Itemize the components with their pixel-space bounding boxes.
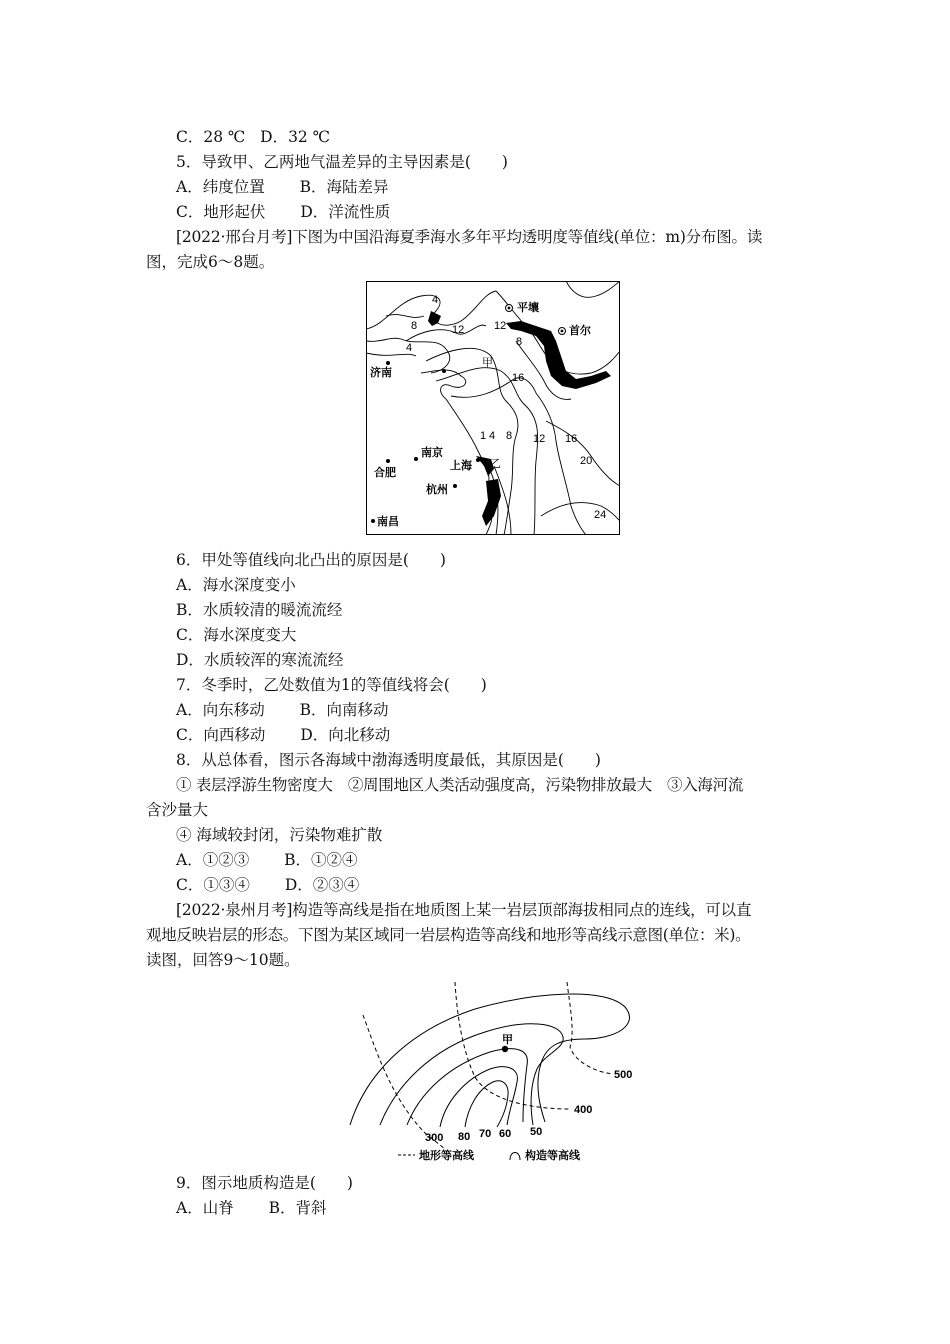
q4-options — [176, 126, 330, 148]
city-label-jinan: 济南 — [370, 367, 392, 379]
point-label-jia: 甲 — [482, 357, 493, 369]
intro1-line2: 图，完成6～8题。 — [146, 253, 275, 271]
city-label-pyongyang: 平壤 — [517, 302, 539, 314]
terrain-contour-label: 500 — [614, 1069, 633, 1081]
legend-structure-label: 构造等高线 — [525, 1150, 580, 1162]
q5-option-a: A．纬度位置 — [176, 178, 265, 196]
point-label-yi: 乙 — [490, 458, 501, 470]
structure-contour-label: 80 — [458, 1131, 471, 1143]
isoline-label: 1 — [480, 430, 487, 442]
structure-contour-label: 50 — [530, 1126, 543, 1138]
q7-options-cd — [176, 724, 390, 746]
q4-option-c: C．28 ℃ — [176, 128, 246, 146]
q8-option-c: C．①③④ — [176, 876, 250, 894]
terrain-contour-label: 400 — [574, 1104, 593, 1116]
isoline-label: 12 — [452, 324, 465, 336]
q5-option-c: C．地形起伏 — [176, 203, 266, 221]
city-label-hangzhou: 杭州 — [426, 484, 448, 496]
q8-option-b: B．①②④ — [284, 851, 358, 869]
q7-option-b: B．向南移动 — [299, 701, 389, 719]
q6-option-c: C．海水深度变大 — [176, 626, 297, 644]
isoline-label: 4 — [406, 342, 413, 354]
isoline-label: 8 — [506, 430, 513, 442]
isoline-label: 12 — [494, 320, 507, 332]
intro2-line1: [2022·泉州月考]构造等高线是指在地质图上某一岩层顶部海拔相同点的连线，可以直 — [176, 901, 752, 919]
isoline-label: 24 — [594, 509, 607, 521]
q9-stem: 9．图示地质构造是( ) — [176, 1174, 353, 1192]
intro2-line2: 观地反映岩层的形态。下图为某区域同一岩层构造等高线和地形等高线示意图(单位：米)。 — [146, 926, 751, 944]
structure-contour-label: 70 — [479, 1128, 492, 1140]
isoline-label: 4 — [432, 294, 439, 306]
diagram-legend — [398, 1148, 581, 1162]
q5-options-cd — [176, 201, 390, 223]
isoline-label: 8 — [411, 320, 418, 332]
city-label-seoul: 首尔 — [569, 325, 591, 337]
city-label-hefei: 合肥 — [374, 467, 396, 479]
q7-option-d: D．向北移动 — [300, 726, 391, 744]
q5-stem: 5．导致甲、乙两地气温差异的主导因素是( ) — [176, 153, 508, 171]
q6-option-d: D．水质较浑的寒流流经 — [176, 651, 344, 669]
q7-option-a: A．向东移动 — [176, 701, 265, 719]
structure-contour-label: 60 — [499, 1128, 512, 1140]
terrain-contour-label: 300 — [425, 1132, 444, 1144]
legend-terrain-label: 地形等高线 — [419, 1150, 474, 1162]
city-label-shanghai: 上海 — [450, 460, 472, 472]
q8-options-ab — [176, 849, 358, 871]
q8-statement-4: ④ 海域较封闭，污染物难扩散 — [176, 826, 383, 844]
q7-option-c: C．向西移动 — [176, 726, 266, 744]
isoline-label: 20 — [580, 455, 593, 467]
city-label-nanchang: 南昌 — [377, 516, 399, 528]
intro2-line3: 读图，回答9～10题。 — [146, 951, 300, 969]
q7-options-ab — [176, 699, 389, 721]
isoline-label: 8 — [516, 336, 523, 348]
isoline-label: 12 — [533, 433, 546, 445]
q6-option-b: B．水质较清的暖流流经 — [176, 601, 343, 619]
isoline-label: 16 — [565, 433, 578, 445]
q6-option-a: A．海水深度变小 — [176, 576, 296, 594]
q9-options-ab — [176, 1197, 327, 1219]
q5-option-d: D．洋流性质 — [300, 203, 391, 221]
q5-option-b: B．海陆差异 — [299, 178, 389, 196]
isoline-label: 16 — [512, 372, 525, 384]
q8-option-d: D．②③④ — [284, 876, 360, 894]
q5-options-ab — [176, 176, 389, 198]
q4-option-d: D．32 ℃ — [260, 128, 331, 146]
q7-stem: 7．冬季时，乙处数值为1的等值线将会( ) — [176, 676, 487, 694]
q9-option-b: B．背斜 — [268, 1199, 327, 1217]
q8-statements-line1: ① 表层浮游生物密度大 ②周围地区人类活动强度高，污染物排放最大 ③入海河流 — [176, 776, 744, 794]
q8-stem: 8．从总体看，图示各海域中渤海透明度最低，其原因是( ) — [176, 751, 601, 769]
q8-option-a: A．①②③ — [176, 851, 250, 869]
q9-option-a: A．山脊 — [176, 1199, 234, 1217]
q8-options-cd — [176, 874, 359, 896]
intro1-line1: [2022·邢台月考]下图为中国沿海夏季海水多年平均透明度等值线(单位：m)分布图。读 — [176, 228, 763, 246]
point-label-jia: 甲 — [502, 1034, 513, 1046]
transparency-isoline-map — [366, 281, 620, 535]
city-label-nanjing: 南京 — [421, 447, 443, 459]
q8-statements-line2: 含沙量大 — [146, 801, 209, 819]
isoline-label: 4 — [489, 430, 496, 442]
structure-contour-diagram — [345, 977, 645, 1167]
q6-stem: 6．甲处等值线向北凸出的原因是( ) — [176, 551, 446, 569]
